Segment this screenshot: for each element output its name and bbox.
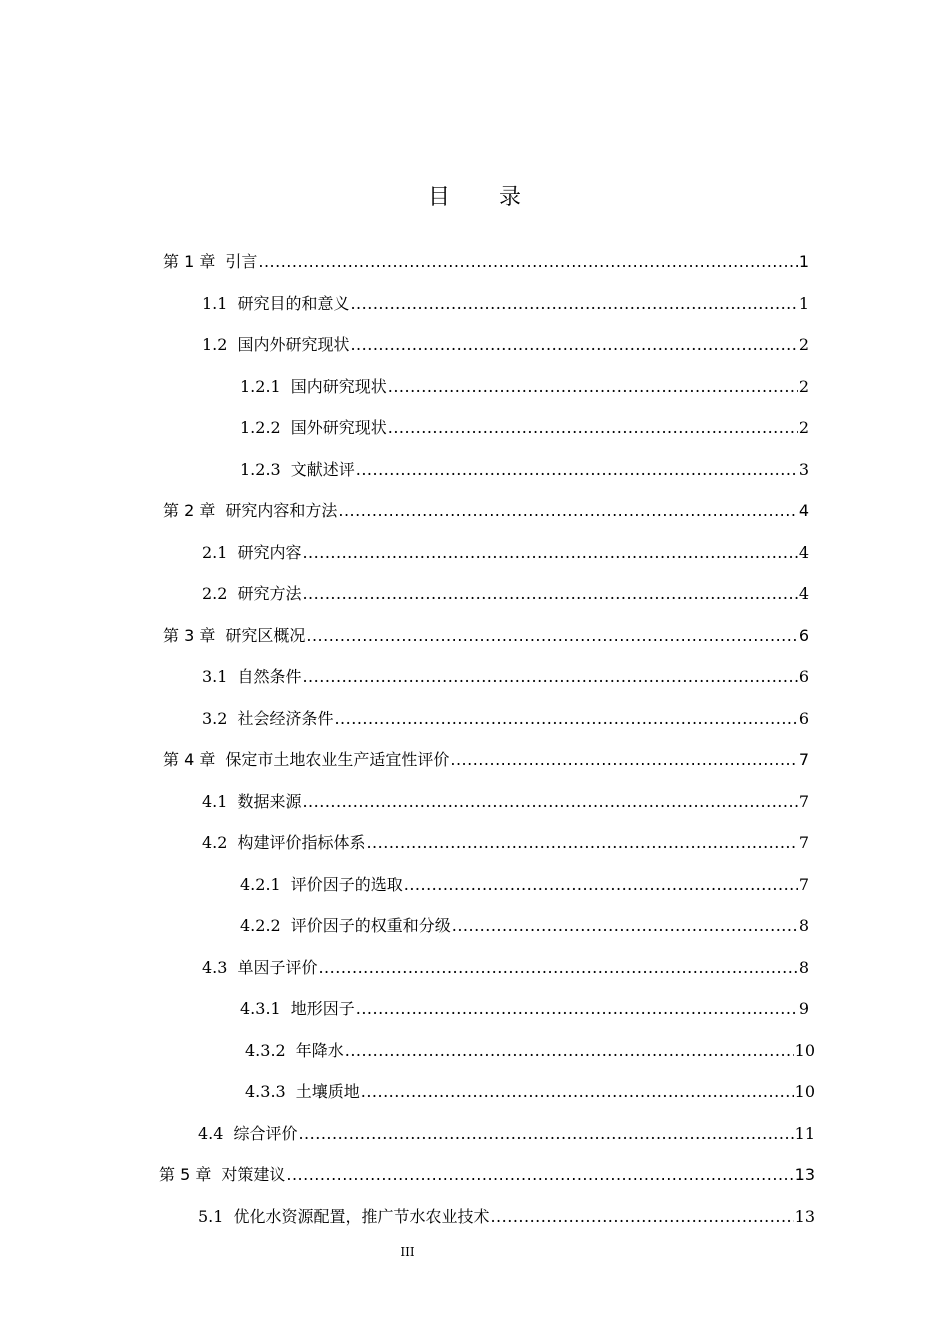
toc-entry-number: 第 4 章 bbox=[163, 750, 216, 769]
toc-entry-page: 6 bbox=[798, 667, 809, 686]
toc-entry-label bbox=[240, 875, 403, 895]
toc-leader-dots bbox=[350, 294, 797, 314]
toc-entry-text: 国外研究现状 bbox=[290, 418, 387, 437]
toc-entry-text: 地形因子 bbox=[290, 999, 355, 1018]
toc-leader-dots bbox=[302, 667, 797, 687]
toc-entry-page: 6 bbox=[798, 708, 809, 728]
toc-leader-dots bbox=[388, 418, 798, 438]
toc-entry-label bbox=[202, 792, 301, 812]
toc-section-entry[interactable] bbox=[202, 788, 809, 812]
toc-entry-label bbox=[202, 543, 301, 563]
toc-entry-number: 3.1 bbox=[202, 667, 228, 686]
toc-entry-page: 7 bbox=[798, 791, 809, 811]
toc-section-entry[interactable] bbox=[240, 373, 809, 397]
toc-entry-page: 2 bbox=[798, 418, 809, 437]
toc-leader-dots bbox=[318, 958, 797, 978]
toc-leader-dots bbox=[286, 1165, 793, 1185]
toc-leader-dots bbox=[350, 335, 797, 355]
toc-entry-label bbox=[245, 1041, 344, 1061]
toc-entry-page: 13 bbox=[794, 1206, 815, 1226]
toc-section-entry[interactable] bbox=[202, 663, 809, 687]
toc-entry-number: 2.2 bbox=[202, 584, 228, 603]
toc-entry-text: 年降水 bbox=[295, 1040, 344, 1060]
toc-leader-dots bbox=[258, 252, 797, 272]
toc-leader-dots bbox=[302, 584, 797, 604]
toc-entry-text: 评价因子的选取 bbox=[290, 874, 403, 894]
toc-chapter-entry[interactable] bbox=[159, 1161, 815, 1185]
toc-entry-label bbox=[202, 833, 365, 853]
toc-entry-number: 2.1 bbox=[202, 542, 228, 562]
toc-section-entry[interactable] bbox=[198, 1203, 815, 1227]
toc-entry-label bbox=[202, 709, 333, 729]
toc-entry-number: 4.3.2 bbox=[245, 1040, 286, 1060]
toc-section-entry[interactable] bbox=[202, 331, 809, 355]
toc-entry-number: 4.3 bbox=[202, 957, 228, 977]
toc-entry-label bbox=[202, 584, 301, 604]
toc-entry-page: 8 bbox=[798, 957, 809, 977]
toc-leader-dots bbox=[356, 999, 798, 1019]
toc-entry-number: 4.2.1 bbox=[240, 874, 281, 894]
toc-entry-text: 社会经济条件 bbox=[237, 708, 334, 728]
toc-title-part1: 目 bbox=[427, 185, 451, 210]
toc-section-entry[interactable] bbox=[202, 290, 809, 314]
toc-entry-page: 11 bbox=[794, 1123, 815, 1143]
toc-entry-page: 7 bbox=[798, 874, 809, 894]
page-number: III bbox=[400, 1245, 415, 1259]
toc-entry-label bbox=[202, 294, 349, 314]
toc-entry-text: 研究目的和意义 bbox=[237, 293, 350, 313]
toc-entry-text: 土壤质地 bbox=[295, 1082, 360, 1101]
toc-entry-page: 1 bbox=[798, 293, 809, 313]
toc-section-entry[interactable] bbox=[240, 456, 809, 480]
toc-entry-page: 13 bbox=[794, 1165, 815, 1184]
toc-entry-text: 研究内容和方法 bbox=[225, 501, 338, 520]
toc-section-entry[interactable] bbox=[202, 829, 809, 853]
toc-section-entry[interactable] bbox=[240, 414, 809, 438]
toc-entry-text: 研究区概况 bbox=[225, 625, 306, 645]
toc-entry-label bbox=[163, 252, 257, 272]
toc-title-part2: 录 bbox=[499, 185, 523, 210]
toc-leader-dots bbox=[334, 709, 797, 729]
toc-section-entry[interactable] bbox=[245, 1037, 815, 1061]
toc-entry-text: 国内外研究现状 bbox=[237, 335, 350, 354]
toc-entry-label bbox=[163, 626, 305, 646]
toc-entry-number: 第 2 章 bbox=[163, 501, 216, 520]
toc-entry-page: 2 bbox=[798, 376, 809, 396]
toc-entry-number: 4.1 bbox=[202, 791, 228, 811]
toc-entry-number: 4.2 bbox=[202, 833, 228, 852]
toc-entry-number: 第 5 章 bbox=[159, 1165, 212, 1184]
toc-entry-text: 保定市土地农业生产适宜性评价 bbox=[225, 750, 450, 769]
toc-entry-label bbox=[240, 418, 387, 438]
toc-chapter-entry[interactable] bbox=[163, 622, 809, 646]
toc-leader-dots bbox=[356, 460, 798, 480]
toc-leader-dots bbox=[338, 501, 797, 521]
toc-entry-text: 构建评价指标体系 bbox=[237, 833, 366, 852]
toc-leader-dots bbox=[361, 1082, 794, 1102]
toc-leader-dots bbox=[404, 875, 798, 895]
toc-entry-number: 3.2 bbox=[202, 708, 228, 728]
toc-entry-number: 1.2.3 bbox=[240, 459, 281, 479]
toc-entry-text: 文献述评 bbox=[290, 459, 355, 479]
toc-entry-label bbox=[202, 335, 349, 355]
toc-leader-dots bbox=[302, 792, 797, 812]
toc-entry-label bbox=[163, 501, 337, 521]
toc-leader-dots bbox=[366, 833, 797, 853]
toc-entry-text: 优化水资源配置，推广节水农业技术 bbox=[233, 1206, 490, 1226]
toc-section-entry[interactable] bbox=[202, 705, 809, 729]
toc-entry-number: 1.1 bbox=[202, 293, 228, 313]
toc-entry-page: 2 bbox=[798, 335, 809, 354]
toc-entry-text: 对策建议 bbox=[221, 1165, 286, 1184]
toc-section-entry[interactable] bbox=[240, 912, 809, 936]
toc-entry-label bbox=[198, 1124, 297, 1144]
toc-entry-page: 4 bbox=[798, 501, 809, 520]
toc-entry-number: 4.4 bbox=[198, 1123, 224, 1143]
toc-entry-text: 单因子评价 bbox=[237, 957, 318, 977]
toc-entry-page: 1 bbox=[798, 252, 809, 271]
toc-entry-label bbox=[202, 667, 301, 687]
toc-entry-label bbox=[163, 750, 449, 770]
toc-entry-number: 第 1 章 bbox=[163, 252, 216, 271]
toc-entry-label bbox=[240, 460, 355, 480]
toc-section-entry[interactable] bbox=[202, 539, 809, 563]
toc-entry-text: 综合评价 bbox=[233, 1123, 298, 1143]
toc-entry-page: 10 bbox=[794, 1082, 815, 1101]
toc-entry-page: 3 bbox=[798, 459, 809, 479]
toc-leader-dots bbox=[302, 543, 797, 563]
toc-leader-dots bbox=[298, 1124, 793, 1144]
toc-entry-text: 数据来源 bbox=[237, 791, 302, 811]
toc-entry-text: 自然条件 bbox=[237, 667, 302, 686]
toc-entry-label bbox=[202, 958, 317, 978]
toc-section-entry[interactable] bbox=[245, 1078, 815, 1102]
toc-entry-label bbox=[245, 1082, 360, 1102]
toc-entry-page: 4 bbox=[798, 542, 809, 562]
toc-entry-number: 4.3.1 bbox=[240, 999, 281, 1018]
toc-entry-text: 引言 bbox=[225, 252, 258, 271]
toc-entry-text: 研究方法 bbox=[237, 584, 302, 603]
toc-entry-label bbox=[198, 1207, 489, 1227]
toc-entry-page: 7 bbox=[798, 750, 809, 769]
toc-chapter-entry[interactable] bbox=[163, 746, 809, 770]
toc-entry-number: 5.1 bbox=[198, 1206, 224, 1226]
toc-entry-label bbox=[159, 1165, 285, 1185]
toc-entry-number: 1.2 bbox=[202, 335, 228, 354]
toc-entry-page: 7 bbox=[798, 833, 809, 852]
toc-entry-number: 1.2.1 bbox=[240, 376, 281, 396]
toc-entry-number: 4.3.3 bbox=[245, 1082, 286, 1101]
toc-chapter-entry[interactable] bbox=[163, 497, 809, 521]
toc-entry-text: 评价因子的权重和分级 bbox=[290, 916, 451, 935]
toc-section-entry[interactable] bbox=[240, 995, 809, 1019]
toc-entry-label bbox=[240, 916, 451, 936]
toc-leader-dots bbox=[306, 626, 797, 646]
toc-entry-number: 1.2.2 bbox=[240, 418, 281, 437]
toc-section-entry[interactable] bbox=[198, 1120, 815, 1144]
toc-entry-number: 第 3 章 bbox=[163, 625, 216, 645]
toc-chapter-entry[interactable] bbox=[163, 248, 809, 272]
toc-leader-dots bbox=[452, 916, 798, 936]
toc-entry-page: 8 bbox=[798, 916, 809, 935]
toc-entry-label bbox=[240, 377, 387, 397]
toc-entry-page: 9 bbox=[798, 999, 809, 1018]
toc-title bbox=[0, 180, 950, 211]
toc-leader-dots bbox=[450, 750, 797, 770]
toc-entry-page: 4 bbox=[798, 584, 809, 603]
toc-entry-text: 研究内容 bbox=[237, 542, 302, 562]
toc-entry-text: 国内研究现状 bbox=[290, 376, 387, 396]
toc-section-entry[interactable] bbox=[202, 580, 809, 604]
toc-leader-dots bbox=[490, 1207, 793, 1227]
toc-entry-page: 6 bbox=[798, 625, 809, 645]
toc-entry-page: 10 bbox=[794, 1040, 815, 1060]
toc-leader-dots bbox=[388, 377, 798, 397]
toc-entry-number: 4.2.2 bbox=[240, 916, 281, 935]
toc-entry-label bbox=[240, 999, 355, 1019]
toc-section-entry[interactable] bbox=[240, 871, 809, 895]
toc-leader-dots bbox=[345, 1041, 794, 1061]
toc-section-entry[interactable] bbox=[202, 954, 809, 978]
